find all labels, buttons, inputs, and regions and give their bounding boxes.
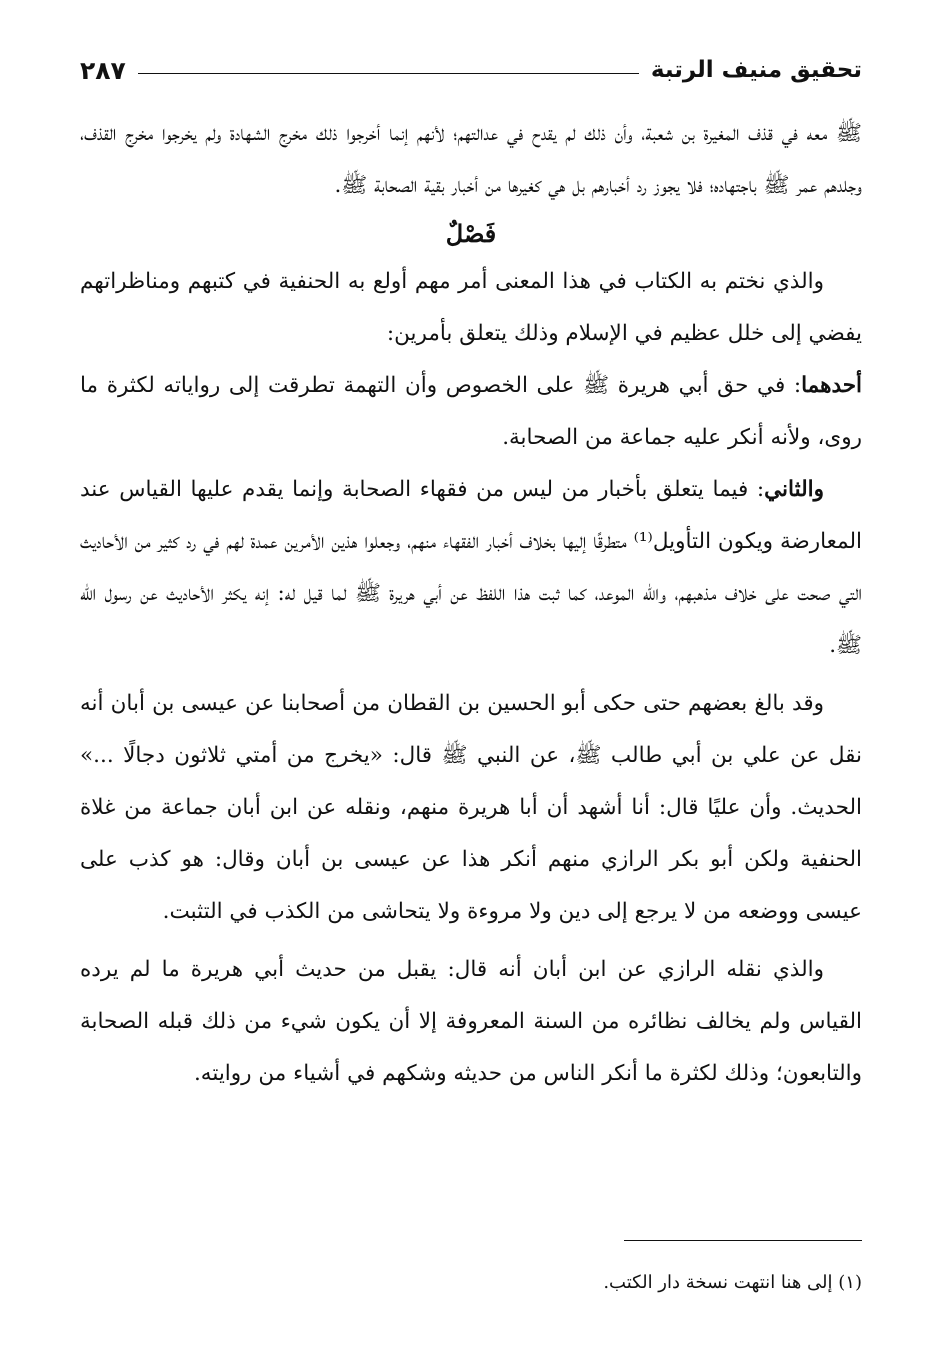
text-line: عند المعارضة ويكون التأويل⁽¹⁾ متطرقًا إليها بخلاف أخبار الفقهاء منهم، وجعلوا [80, 477, 862, 554]
text-line: القياس ولم يخالف نظائره من السنة المعروفة إلا أن يكون شيء من ذلك قبله [157, 1009, 862, 1034]
paragraph-5 [80, 678, 862, 938]
text-line: الأحاديث عن رسول الله ﷺ. [80, 581, 862, 658]
running-header [80, 48, 862, 92]
text-line: أبان أنه نقل عن علي بن أبي طالب ﷺ، عن النبي ﷺ قال: «يخرج من أمتي ثلاثون [80, 691, 862, 768]
text-line: الصحابة والتابعون؛ وذلك لكثرة ما أنكر الناس من حديثه وشكهم في أشياء من [80, 1009, 862, 1086]
text-line: دجالًا ...» الحديث. وأن عليًا قال: أنا أشهد أن أبا هريرة منهم، ونقله عن ابن أبان [80, 743, 862, 820]
footnote [80, 1270, 862, 1296]
text-line: وقال: هو كذب على عيسى ووضعه من لا يرجع إلى دين ولا مروءة ولا يتحاشى [80, 847, 862, 924]
book-page [80, 48, 862, 1318]
lead-word: والثاني [764, 477, 824, 502]
section-heading: فَصْلٌ [445, 219, 497, 248]
paragraph-2 [80, 256, 862, 360]
text-line: : في حق أبي هريرة ﷺ على الخصوص وأن التهمة تطرقت إلى رواياته [163, 373, 802, 398]
text-line: باجتهاده؛ فلا يجوز رد أخبارهم بل هي كغيرها من أخبار بقية الصحابة ﷺ. [334, 173, 757, 198]
text-line: : فيما يتعلق بأخبار من ليس من فقهاء الصحابة وإنما يقدم عليها القياس [119, 477, 765, 502]
paragraph-1 [80, 108, 862, 212]
running-title: تحقيق منيف الرتبة [650, 57, 862, 83]
text-line: لكثرة ما روى، ولأنه أنكر عليه جماعة من الصحابة. [80, 373, 862, 450]
paragraph-6 [80, 944, 862, 1100]
text-line: جماعة من غلاة الحنفية ولكن أبو بكر الرازي منهم أنكر هذا عن عيسى بن أبان [80, 795, 862, 872]
header-rule [138, 73, 639, 74]
text-line: هذين الأمرين عمدة لهم في رد كثير من الأحاديث التي صحت على خلاف مذهبهم، [80, 529, 862, 606]
text-line: روايته. [193, 1061, 252, 1086]
page-number: ٢٨٧ [80, 55, 126, 85]
text-line: والله الموعد، كما ثبت هذا اللفظ عن أبي هريرة ﷺ لما قيل له: إنه يكثر [222, 581, 667, 606]
text-line: ومناظراتهم يفضي إلى خلل عظيم في الإسلام وذلك يتعلق بأمرين: [80, 269, 862, 346]
footnote-marker: (١) [838, 1272, 862, 1293]
main-text [80, 108, 862, 1100]
footnote-separator [624, 1240, 862, 1241]
text-line: والذي نقله الرازي عن ابن أبان أنه قال: يقبل من حديث أبي هريرة ما لم يرده [80, 957, 824, 982]
text-line: من الكذب في التثبت. [162, 899, 356, 924]
text-line: والذي نختم به الكتاب في هذا المعنى أمر مهم أولع به الحنفية في كتبهم [187, 269, 824, 294]
text-line: وقد بالغ بعضهم حتى حكى أبو الحسين بن القطان من أصحابنا عن عيسى بن [152, 691, 824, 716]
paragraph-3 [80, 360, 862, 464]
lead-word: أحدهما [801, 373, 862, 398]
paragraph-4 [80, 464, 862, 672]
text-line: أخرجوا ذلك مخرج الشهادة ولم يخرجوا مخرج القذف، وجلدهم عمر ﷺ [80, 121, 862, 198]
text-line: ﷺ معه في قذف المغيرة بن شعبة، وأن ذلك لم يقدح في عدالتهم؛ لأنهم إنما [389, 121, 862, 146]
footnote-text: إلى هنا انتهت نسخة دار الكتب. [603, 1272, 833, 1293]
